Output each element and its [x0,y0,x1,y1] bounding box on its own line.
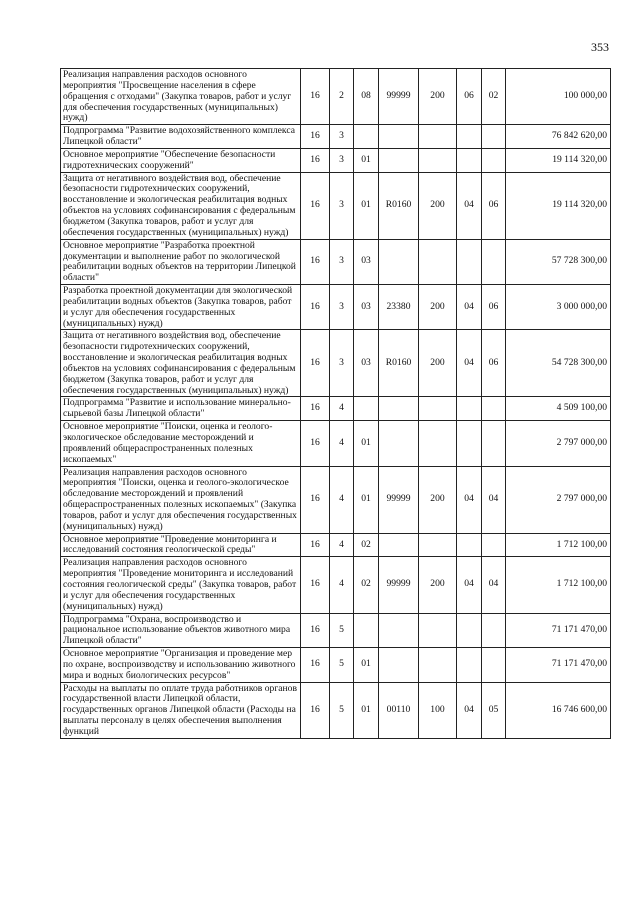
row-code-subsection [482,397,506,421]
row-code-measure [354,613,379,648]
table-row [61,682,611,738]
row-code-admin: 16 [301,613,330,648]
row-code-subsection: 05 [482,682,506,738]
row-code-expense-type [419,239,457,284]
row-code-expense-type: 200 [419,557,457,613]
row-code-subprogram: 4 [330,397,354,421]
row-name: Защита от негативного воздействия вод, обеспечение безопасности гидротехнических сооружений, восстановление и экологическая реабилитация водных объектов на условиях софинансирования с федеральным бюджетом (Закупка товаров, работ и услуг для обеспечения государственных (муниципальных) нужд) [61,330,301,397]
row-code-measure: 01 [354,682,379,738]
table-row [61,69,611,125]
row-code-subsection: 02 [482,69,506,125]
row-code-direction [379,421,419,466]
table-body [61,69,611,739]
row-code-section [457,648,482,683]
row-code-subsection: 06 [482,330,506,397]
row-amount: 1 712 100,00 [506,557,611,613]
row-code-subsection: 06 [482,285,506,330]
row-code-expense-type: 100 [419,682,457,738]
row-amount: 19 114 320,00 [506,148,611,172]
budget-table [60,68,611,739]
row-code-admin: 16 [301,172,330,239]
row-code-measure: 03 [354,330,379,397]
row-amount: 76 842 620,00 [506,125,611,149]
row-name: Основное мероприятие "Обеспечение безопасности гидротехнических сооружений" [61,148,301,172]
row-amount: 4 509 100,00 [506,397,611,421]
row-code-section [457,148,482,172]
row-code-admin: 16 [301,421,330,466]
row-code-direction: 99999 [379,69,419,125]
row-amount: 16 746 600,00 [506,682,611,738]
table-row [61,172,611,239]
row-code-section [457,125,482,149]
row-code-measure: 01 [354,648,379,683]
table-row [61,557,611,613]
table-row [61,285,611,330]
row-code-section [457,397,482,421]
row-code-section [457,421,482,466]
row-code-measure: 08 [354,69,379,125]
row-name: Защита от негативного воздействия вод, обеспечение безопасности гидротехнических сооружений, восстановление и экологическая реабилитация водных объектов на условиях софинансирования с федеральным бюджетом (Закупка товаров, работ и услуг для обеспечения государственных (муниципальных) нужд) [61,172,301,239]
row-code-subprogram: 5 [330,613,354,648]
row-code-direction: 99999 [379,466,419,533]
row-code-direction [379,239,419,284]
row-amount: 2 797 000,00 [506,466,611,533]
row-code-direction [379,125,419,149]
row-code-expense-type [419,148,457,172]
row-name: Разработка проектной документации для экологической реабилитации водных объектов (Закупка товаров, работ и услуг для обеспечения государственных (муниципальных) нужд) [61,285,301,330]
row-code-measure: 01 [354,466,379,533]
row-code-subprogram: 3 [330,148,354,172]
row-code-direction: 23380 [379,285,419,330]
row-code-subprogram: 5 [330,682,354,738]
row-name: Подпрограмма "Развитие и использование минерально-сырьевой базы Липецкой области" [61,397,301,421]
row-code-expense-type [419,397,457,421]
row-code-admin: 16 [301,69,330,125]
row-code-admin: 16 [301,285,330,330]
row-code-section [457,613,482,648]
row-code-measure: 03 [354,285,379,330]
row-code-direction [379,613,419,648]
row-name: Основное мероприятие "Проведение мониторинга и исследований состояния геологической среды" [61,533,301,557]
row-code-subsection [482,613,506,648]
row-code-subsection: 04 [482,557,506,613]
row-name: Расходы на выплаты по оплате труда работников органов государственной власти Липецкой области, государственных органов Липецкой области (Расходы на выплаты персоналу в целях обеспечения выполнения функций [61,682,301,738]
table-row [61,397,611,421]
row-code-direction: 99999 [379,557,419,613]
row-code-subsection [482,239,506,284]
row-code-expense-type [419,421,457,466]
row-code-expense-type [419,125,457,149]
row-code-subsection: 06 [482,172,506,239]
row-code-direction: 00110 [379,682,419,738]
row-code-subsection [482,125,506,149]
row-code-subprogram: 4 [330,533,354,557]
row-code-direction: R0160 [379,330,419,397]
row-code-admin: 16 [301,125,330,149]
row-code-measure: 01 [354,172,379,239]
row-name: Реализация направления расходов основного мероприятия "Просвещение населения в сфере обращения с отходами" (Закупка товаров, работ и услуг для обеспечения государственных (муниципальных) нужд) [61,69,301,125]
row-code-admin: 16 [301,533,330,557]
row-code-expense-type: 200 [419,172,457,239]
row-code-subsection: 04 [482,466,506,533]
table-row [61,613,611,648]
row-code-subprogram: 3 [330,330,354,397]
row-code-subprogram: 4 [330,557,354,613]
table-row [61,330,611,397]
row-amount: 71 171 470,00 [506,613,611,648]
row-code-section: 04 [457,557,482,613]
row-code-admin: 16 [301,557,330,613]
row-code-measure: 01 [354,148,379,172]
row-code-section: 04 [457,682,482,738]
row-code-expense-type: 200 [419,330,457,397]
row-code-section [457,533,482,557]
row-code-expense-type: 200 [419,285,457,330]
row-code-direction [379,533,419,557]
row-code-subprogram: 4 [330,466,354,533]
table-row [61,421,611,466]
table-row [61,239,611,284]
table-row [61,148,611,172]
row-code-admin: 16 [301,648,330,683]
row-amount: 57 728 300,00 [506,239,611,284]
row-code-admin: 16 [301,330,330,397]
row-code-expense-type: 200 [419,466,457,533]
row-amount: 2 797 000,00 [506,421,611,466]
row-amount: 19 114 320,00 [506,172,611,239]
row-code-direction [379,148,419,172]
row-amount: 1 712 100,00 [506,533,611,557]
row-amount: 54 728 300,00 [506,330,611,397]
row-code-subprogram: 4 [330,421,354,466]
row-code-subsection [482,533,506,557]
row-amount: 3 000 000,00 [506,285,611,330]
row-code-subprogram: 3 [330,172,354,239]
row-code-expense-type [419,613,457,648]
row-code-subprogram: 3 [330,125,354,149]
row-code-subsection [482,148,506,172]
row-amount: 71 171 470,00 [506,648,611,683]
row-code-subprogram: 3 [330,285,354,330]
table-row [61,125,611,149]
row-name: Подпрограмма "Развитие водохозяйственного комплекса Липецкой области" [61,125,301,149]
row-code-admin: 16 [301,148,330,172]
row-name: Основное мероприятие "Организация и проведение мер по охране, воспроизводству и использованию животного мира и водных биологических ресурсов" [61,648,301,683]
row-code-expense-type [419,533,457,557]
row-code-subprogram: 2 [330,69,354,125]
table-row [61,648,611,683]
row-code-expense-type [419,648,457,683]
row-code-direction: R0160 [379,172,419,239]
row-name: Основное мероприятие "Поиски, оценка и геолого-экологическое обследование месторождений и проявлений общераспространенных полезных ископаемых" [61,421,301,466]
row-code-section: 04 [457,330,482,397]
table-row [61,466,611,533]
row-code-measure [354,397,379,421]
row-code-subprogram: 5 [330,648,354,683]
row-code-section: 04 [457,466,482,533]
row-code-measure [354,125,379,149]
row-code-section [457,239,482,284]
row-code-subsection [482,421,506,466]
page-number: 353 [591,40,609,54]
row-code-section: 04 [457,172,482,239]
row-code-direction [379,648,419,683]
row-code-subsection [482,648,506,683]
row-name: Основное мероприятие "Разработка проектной документации и выполнение работ по экологической реабилитации водных объектов на территории Липецкой области" [61,239,301,284]
row-name: Реализация направления расходов основного мероприятия "Проведение мониторинга и исследований состояния геологической среды" (Закупка товаров, работ и услуг для обеспечения государственных (муниципальных) нужд) [61,557,301,613]
row-code-admin: 16 [301,397,330,421]
row-code-measure: 01 [354,421,379,466]
row-code-measure: 02 [354,557,379,613]
row-code-expense-type: 200 [419,69,457,125]
row-code-direction [379,397,419,421]
row-amount: 100 000,00 [506,69,611,125]
row-code-subprogram: 3 [330,239,354,284]
row-code-admin: 16 [301,466,330,533]
row-name: Реализация направления расходов основного мероприятия "Поиски, оценка и геолого-экологическое обследование месторождений и проявлений общераспространенных полезных ископаемых" (Закупка товаров, работ и услуг для обеспечения государственных (муниципальных) нужд) [61,466,301,533]
row-code-admin: 16 [301,682,330,738]
row-code-measure: 03 [354,239,379,284]
table-row [61,533,611,557]
row-code-admin: 16 [301,239,330,284]
row-code-section: 04 [457,285,482,330]
row-code-measure: 02 [354,533,379,557]
row-code-section: 06 [457,69,482,125]
row-name: Подпрограмма "Охрана, воспроизводство и рациональное использование объектов животного мира Липецкой области" [61,613,301,648]
